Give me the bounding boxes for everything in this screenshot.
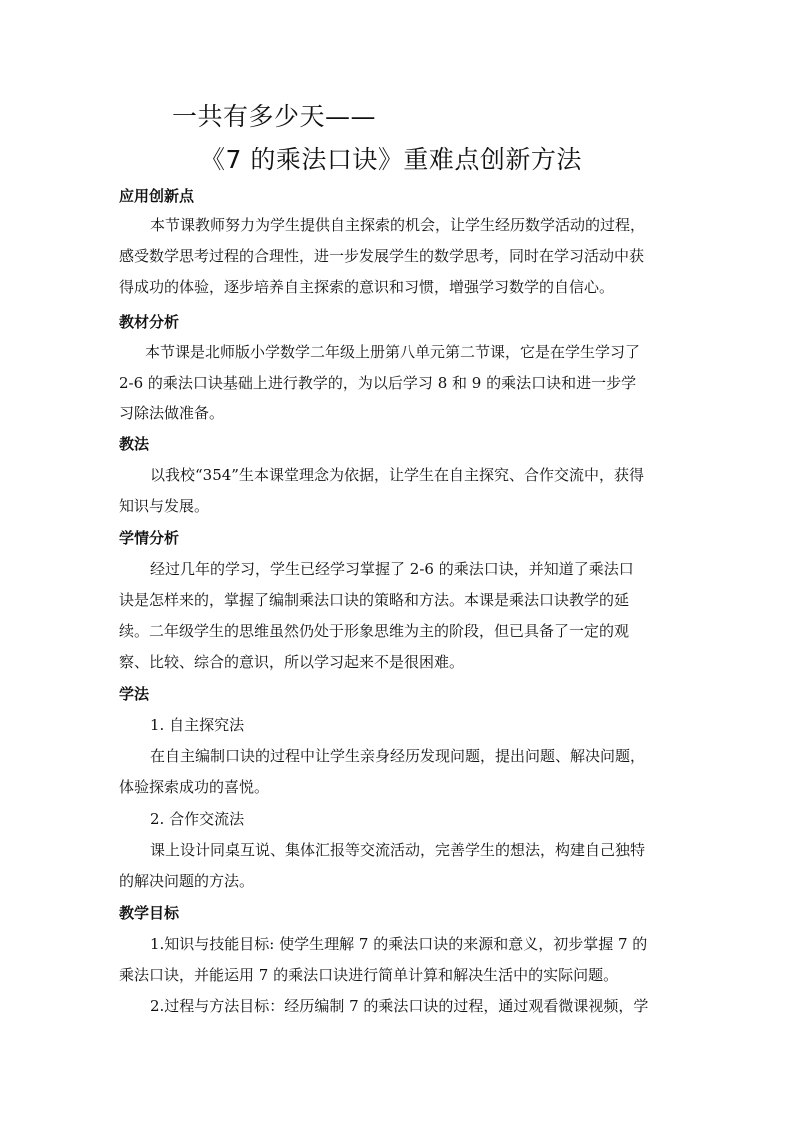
paragraph-line: 2.过程与方法目标：经历编制 7 的乘法口诀的过程，通过观看微课视频，学 xyxy=(150,997,649,1015)
section-heading-student-analysis: 学情分析 xyxy=(119,529,180,547)
paragraph-line: 以我校“354”生本课堂理念为依据，让学生在自主探究、合作交流中，获得 xyxy=(150,466,644,484)
paragraph-line: 知识与发展。 xyxy=(119,497,210,515)
paragraph-line: 本节课教师努力为学生提供自主探索的机会，让学生经历数学活动的过程， xyxy=(150,216,646,234)
paragraph-line: 续。二年级学生的思维虽然仍处于形象思维为主的阶段，但已具备了一定的观 xyxy=(119,622,630,640)
section-heading-innovation: 应用创新点 xyxy=(119,187,195,205)
paragraph-line: 在自主编制口诀的过程中让学生亲身经历发现问题，提出问题、解决问题， xyxy=(150,747,646,765)
paragraph-line: 乘法口诀，并能运用 7 的乘法口诀进行简单计算和解决生活中的实际问题。 xyxy=(119,966,619,984)
list-item: 2. 合作交流法 xyxy=(150,810,245,828)
document-title-line-2: 《7 的乘法口诀》重难点创新方法 xyxy=(200,145,582,174)
paragraph-line: 察、比较、综合的意识，所以学习起来不是很困难。 xyxy=(119,653,465,671)
paragraph-line: 体验探索成功的喜悦。 xyxy=(119,778,270,796)
paragraph-line: 本节课是北师版小学数学二年级上册第八单元第二节课，它是在学生学习了 xyxy=(145,343,641,361)
paragraph-line: 习除法做准备。 xyxy=(119,404,225,422)
paragraph-line: 得成功的体验，逐步培养自主探索的意识和习惯，增强学习数学的自信心。 xyxy=(119,278,615,296)
paragraph-line: 的解决问题的方法。 xyxy=(119,872,255,890)
paragraph-line: 2-6 的乘法口诀基础上进行教学的，为以后学习 8 和 9 的乘法口诀和进一步学 xyxy=(119,374,637,392)
section-heading-teaching-objectives: 教学目标 xyxy=(119,904,180,922)
paragraph-line: 1.知识与技能目标: 使学生理解 7 的乘法口诀的来源和意义，初步掌握 7 的 xyxy=(150,935,648,953)
section-heading-teaching-method: 教法 xyxy=(119,435,150,453)
paragraph-line: 感受数学思考过程的合理性，进一步发展学生的数学思考，同时在学习活动中获 xyxy=(119,247,645,265)
document-title-line-1: 一共有多少天—— xyxy=(172,102,377,131)
list-item: 1. 自主探究法 xyxy=(150,716,245,734)
section-heading-textbook-analysis: 教材分析 xyxy=(119,313,180,331)
section-heading-learning-method: 学法 xyxy=(119,685,150,703)
paragraph-line: 诀是怎样来的，掌握了编制乘法口诀的策略和方法。本课是乘法口诀教学的延 xyxy=(119,591,630,609)
paragraph-line: 课上设计同桌互说、集体汇报等交流活动，完善学生的想法，构建自己独特 xyxy=(150,841,646,859)
paragraph-line: 经过几年的学习，学生已经学习掌握了 2-6 的乘法口诀，并知道了乘法口 xyxy=(150,560,634,578)
